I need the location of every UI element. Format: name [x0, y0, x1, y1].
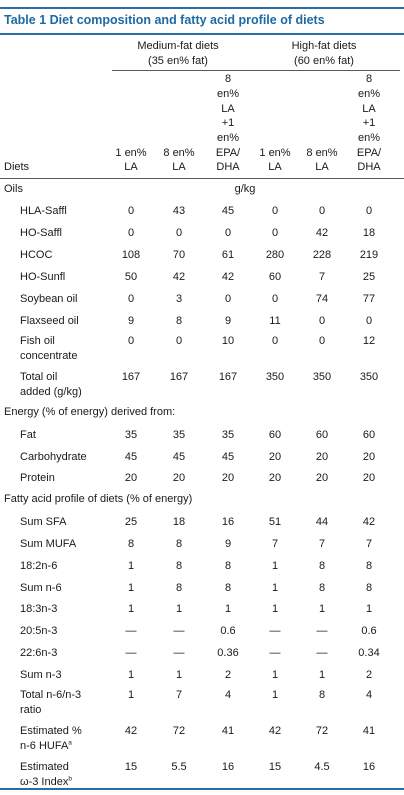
table-cell: 350	[265, 371, 285, 383]
table-cell: 0	[175, 335, 183, 347]
table-cell: 7	[365, 538, 373, 550]
row-label-line	[20, 688, 81, 703]
row-label-line	[20, 724, 82, 739]
column-header-line: 8	[224, 73, 232, 86]
table-cell: 44	[315, 516, 329, 528]
row-label-line	[20, 428, 36, 443]
row-label-line	[20, 537, 76, 552]
table-cell: 2	[224, 669, 232, 681]
row-label	[20, 226, 62, 241]
row-label-text: HLA-Saffl	[20, 205, 67, 217]
table-cell: 228	[312, 249, 332, 261]
row-label-line	[20, 602, 57, 617]
table-cell: 20	[221, 472, 235, 484]
table-cell: 350	[359, 371, 379, 383]
row-label-text: concentrate	[20, 350, 78, 362]
row-label-text: Estimated	[20, 761, 69, 773]
column-header-line: en%	[216, 131, 240, 144]
row-label-text: HCOC	[20, 249, 53, 261]
table-cell: 77	[362, 293, 376, 305]
table-cell: 1	[127, 560, 135, 572]
section-label-fatty-acids: Fatty acid profile of diets (% of energy)	[4, 493, 193, 505]
table-cell: 1	[271, 560, 279, 572]
column-header	[109, 146, 153, 175]
table-cell: 0	[127, 227, 135, 239]
column-header-line: en%	[357, 87, 381, 100]
table-cell: 167	[169, 371, 189, 383]
row-label-text: Soybean oil	[20, 293, 78, 305]
row-label	[20, 334, 77, 364]
column-header	[347, 72, 391, 175]
column-header-line: EPA/	[215, 146, 241, 159]
table-cell: 42	[362, 516, 376, 528]
column-header-line: EPA/	[356, 146, 382, 159]
table-cell: 8	[318, 582, 326, 594]
table-cell: 0.6	[220, 625, 236, 637]
row-label-text: Sum n-3	[20, 669, 62, 681]
table-cell: —	[173, 625, 185, 637]
table-cell: 0	[318, 315, 326, 327]
row-label-text: 18:2n-6	[20, 560, 58, 572]
column-header-line: 8 en%	[306, 146, 338, 159]
table-cell: 45	[172, 451, 186, 463]
table-cell: 1	[127, 669, 135, 681]
top-rule	[0, 7, 404, 9]
table-cell: 0	[127, 293, 135, 305]
table-cell: 20	[315, 451, 329, 463]
diets-header: Diets	[4, 161, 30, 173]
row-label	[20, 370, 82, 400]
table-cell: 8	[224, 560, 232, 572]
table-cell: 1	[271, 669, 279, 681]
table-cell: —	[125, 625, 137, 637]
row-label-line	[20, 760, 72, 775]
table-cell: 8	[175, 560, 183, 572]
table-cell: 16	[221, 761, 235, 773]
table-cell: 5.5	[171, 761, 187, 773]
group-header-line: High-fat diets	[291, 40, 357, 52]
table-cell: 51	[268, 516, 282, 528]
table-cell: 7	[318, 538, 326, 550]
row-label-text: Flaxseed oil	[20, 315, 79, 327]
table-cell: 16	[221, 516, 235, 528]
row-label	[20, 760, 72, 790]
row-label	[20, 559, 57, 574]
row-label-line	[20, 646, 57, 661]
row-label-text: Fat	[20, 429, 36, 441]
table-cell: 72	[172, 725, 186, 737]
column-header-line: LA	[315, 161, 329, 174]
table-cell: 1	[127, 603, 135, 615]
table-cell: 20	[362, 451, 376, 463]
table-cell: 0	[224, 227, 232, 239]
table-cell: 10	[221, 335, 235, 347]
table-cell: 7	[175, 689, 183, 701]
row-label-line	[20, 292, 78, 307]
row-label	[20, 688, 81, 718]
table-cell: 42	[124, 725, 138, 737]
column-header-line: LA	[221, 102, 235, 115]
table-cell: 8	[365, 582, 373, 594]
table-cell: 167	[121, 371, 141, 383]
table-cell: 72	[315, 725, 329, 737]
table-cell: 0	[175, 227, 183, 239]
section-label-oils: Oils	[4, 183, 23, 195]
group-header-line: Medium-fat diets	[137, 40, 219, 52]
table-cell: 35	[221, 429, 235, 441]
table-cell: 167	[218, 371, 238, 383]
row-label-line	[20, 581, 62, 596]
row-label-line	[20, 559, 57, 574]
table-cell: 41	[362, 725, 376, 737]
table-cell: 0.36	[217, 647, 239, 659]
table-cell: 1	[224, 603, 232, 615]
table-cell: 70	[172, 249, 186, 261]
table-cell: 1	[175, 603, 183, 615]
column-header-line: LA	[172, 161, 186, 174]
row-label-line	[20, 515, 66, 530]
column-header	[206, 72, 250, 175]
row-label	[20, 204, 67, 219]
table-cell: —	[173, 647, 185, 659]
row-label-text: 22:6n-3	[20, 647, 58, 659]
table-cell: 1	[271, 582, 279, 594]
table-cell: 74	[315, 293, 329, 305]
column-header-line: LA	[362, 102, 376, 115]
row-label-line	[20, 270, 65, 285]
table-cell: 18	[362, 227, 376, 239]
column-header-line: +1	[362, 117, 376, 130]
column-header-line: +1	[221, 117, 235, 130]
row-label-text: HO-Sunfl	[20, 271, 66, 283]
table-cell: 16	[362, 761, 376, 773]
column-header	[253, 146, 297, 175]
table-cell: 8	[318, 560, 326, 572]
table-cell: 0.34	[358, 647, 380, 659]
table-cell: 1	[318, 603, 326, 615]
table-cell: 8	[365, 560, 373, 572]
table-cell: 7	[271, 538, 279, 550]
table-cell: 1	[175, 669, 183, 681]
table-cell: 15	[124, 761, 138, 773]
row-label-line	[20, 668, 62, 683]
table-cell: 8	[175, 538, 183, 550]
table-cell: 50	[124, 271, 138, 283]
row-label-line	[20, 471, 55, 486]
row-label-text: Fish oil	[20, 335, 55, 347]
section-label-energy: Energy (% of energy) derived from:	[4, 406, 176, 418]
column-header	[300, 146, 344, 175]
row-label-line	[20, 226, 62, 241]
row-label-line	[20, 450, 87, 465]
title-rule	[0, 33, 404, 35]
table-cell: 45	[221, 205, 235, 217]
group-header-high-fat	[252, 39, 396, 69]
group-header-medium-fat	[115, 39, 241, 69]
table-cell: 35	[172, 429, 186, 441]
table-cell: 8	[224, 582, 232, 594]
table-cell: 9	[224, 538, 232, 550]
group-header-line: (60 en% fat)	[294, 55, 354, 67]
table-cell: 8	[175, 582, 183, 594]
table-cell: 60	[315, 429, 329, 441]
table-cell: 1	[318, 669, 326, 681]
row-label-line	[20, 370, 82, 385]
table-cell: 0	[271, 205, 279, 217]
row-label-line	[20, 314, 79, 329]
table-cell: 4.5	[314, 761, 330, 773]
row-label-line	[20, 739, 82, 754]
column-header-line: LA	[124, 161, 138, 174]
row-label	[20, 537, 76, 552]
row-label-line	[20, 703, 81, 718]
table-cell: 45	[221, 451, 235, 463]
column-header-line: 1 en%	[115, 146, 147, 159]
table-cell: 8	[127, 538, 135, 550]
row-label	[20, 646, 57, 661]
table-cell: 0	[365, 205, 373, 217]
table-cell: 1	[365, 603, 373, 615]
row-label-text: n-6 HUFA	[20, 740, 69, 752]
table-cell: 25	[124, 516, 138, 528]
table-cell: 20	[172, 472, 186, 484]
table-cell: 8	[318, 689, 326, 701]
column-header-line: DHA	[216, 161, 240, 174]
row-label-line	[20, 204, 67, 219]
table-cell: 0	[318, 335, 326, 347]
footnote-marker: b	[68, 775, 72, 783]
table-cell: 4	[365, 689, 373, 701]
table-cell: 12	[362, 335, 376, 347]
table-cell: 60	[268, 271, 282, 283]
table-cell: 4	[224, 689, 232, 701]
table-cell: 8	[175, 315, 183, 327]
row-label	[20, 668, 62, 683]
row-label-line	[20, 334, 77, 349]
column-header-line: LA	[268, 161, 282, 174]
row-label-text: Total n-6/n-3	[20, 689, 82, 701]
row-label	[20, 270, 65, 285]
oils-unit-label: g/kg	[234, 183, 256, 195]
table-cell: 20	[315, 472, 329, 484]
row-label-text: ω-3 Index	[20, 776, 69, 788]
row-label-line	[20, 385, 82, 400]
table-cell: 0	[127, 205, 135, 217]
table-cell: 42	[268, 725, 282, 737]
column-header-line: en%	[357, 131, 381, 144]
row-label-text: Protein	[20, 472, 55, 484]
table-cell: 15	[268, 761, 282, 773]
table-cell: 3	[175, 293, 183, 305]
row-label	[20, 292, 78, 307]
row-label-text: Estimated %	[20, 725, 82, 737]
table-cell: 1	[127, 689, 135, 701]
row-label	[20, 602, 57, 617]
row-label-text: 18:3n-3	[20, 603, 58, 615]
row-label-text: added (g/kg)	[20, 386, 82, 398]
table-cell: 42	[221, 271, 235, 283]
row-label-text: Sum MUFA	[20, 538, 77, 550]
table-cell: 280	[265, 249, 285, 261]
table-cell: 18	[172, 516, 186, 528]
table-cell: 219	[359, 249, 379, 261]
table-cell: 1	[271, 689, 279, 701]
table-cell: 20	[268, 472, 282, 484]
row-label	[20, 314, 79, 329]
table-cell: 60	[362, 429, 376, 441]
table-cell: 41	[221, 725, 235, 737]
row-label	[20, 515, 66, 530]
column-header-line: 8	[365, 73, 373, 86]
table-cell: 35	[124, 429, 138, 441]
table-cell: —	[125, 647, 137, 659]
table-cell: 42	[315, 227, 329, 239]
table-cell: 0	[271, 227, 279, 239]
table-cell: —	[316, 625, 328, 637]
row-label	[20, 248, 52, 263]
table-cell: 7	[318, 271, 326, 283]
row-label	[20, 624, 57, 639]
bottom-rule	[0, 788, 404, 790]
table-cell: 11	[269, 315, 281, 327]
footnote-marker: a	[68, 739, 72, 747]
row-label-text: Sum n-6	[20, 582, 62, 594]
row-label-text: 20:5n-3	[20, 625, 58, 637]
table-cell: 1	[271, 603, 279, 615]
table-cell: 9	[224, 315, 232, 327]
table-cell: 0	[271, 335, 279, 347]
table-cell: 1	[127, 582, 135, 594]
row-label-text: Sum SFA	[20, 516, 67, 528]
row-label-text: ratio	[20, 704, 42, 716]
table-cell: —	[269, 647, 281, 659]
table-cell: 42	[172, 271, 186, 283]
table-cell: 45	[124, 451, 138, 463]
row-label-line	[20, 349, 77, 364]
table-cell: 2	[365, 669, 373, 681]
column-header-line: 1 en%	[259, 146, 291, 159]
row-label-text: Carbohydrate	[20, 451, 87, 463]
row-label	[20, 581, 62, 596]
row-label	[20, 724, 82, 754]
column-header-line: 8 en%	[163, 146, 195, 159]
table-cell: 350	[312, 371, 332, 383]
column-header-line: en%	[216, 87, 240, 100]
table-cell: 0	[224, 293, 232, 305]
table-cell: 20	[268, 451, 282, 463]
table-title: Table 1 Diet composition and fatty acid profile of diets	[4, 13, 325, 27]
table-cell: —	[269, 625, 281, 637]
table-cell: 0.6	[361, 625, 377, 637]
table-cell: 60	[268, 429, 282, 441]
table-cell: 0	[127, 335, 135, 347]
group-rule	[112, 70, 400, 71]
table-cell: 61	[221, 249, 235, 261]
table-cell: 20	[362, 472, 376, 484]
table-cell: 0	[271, 293, 279, 305]
table-cell: 9	[127, 315, 135, 327]
table-cell: 0	[365, 315, 373, 327]
table-cell: 108	[121, 249, 141, 261]
table-cell: —	[316, 647, 328, 659]
header-rule	[0, 178, 404, 179]
column-header	[157, 146, 201, 175]
row-label	[20, 428, 36, 443]
row-label-line	[20, 624, 57, 639]
table-cell: 25	[362, 271, 376, 283]
row-label-text: HO-Saffl	[20, 227, 62, 239]
row-label-line	[20, 248, 52, 263]
column-header-line: DHA	[357, 161, 381, 174]
row-label-text: Total oil	[20, 371, 58, 383]
table-cell: 43	[172, 205, 186, 217]
row-label	[20, 471, 55, 486]
table-cell: 0	[318, 205, 326, 217]
group-header-line: (35 en% fat)	[148, 55, 208, 67]
row-label	[20, 450, 87, 465]
table-cell: 20	[124, 472, 138, 484]
